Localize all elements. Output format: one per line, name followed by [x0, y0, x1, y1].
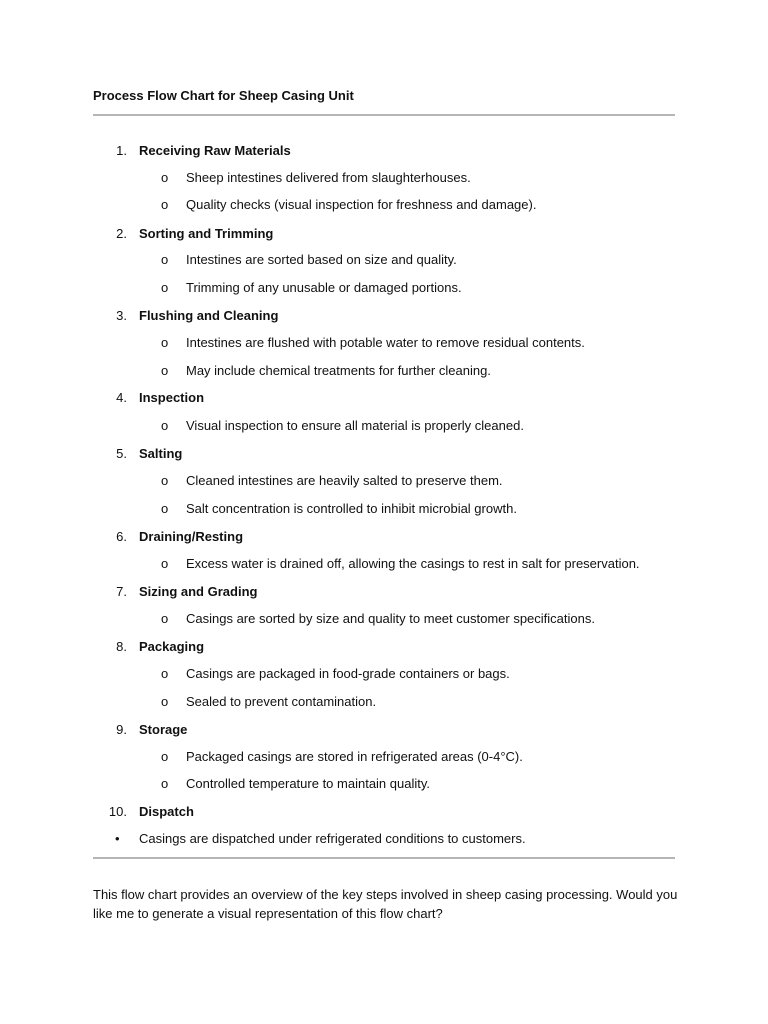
step-number: 2.: [116, 226, 127, 241]
bullet-text: May include chemical treatments for further cleaning.: [186, 363, 491, 378]
circle-bullet-icon: o: [161, 556, 169, 571]
bullet-text: Packaged casings are stored in refrigerated areas (0-4°C).: [186, 749, 523, 764]
circle-bullet-icon: o: [161, 280, 169, 295]
step-heading: Packaging: [139, 639, 205, 654]
step-number: 8.: [116, 639, 127, 654]
step-heading: Inspection: [139, 390, 205, 405]
step-heading: Sizing and Grading: [139, 584, 258, 599]
step-heading: Storage: [139, 722, 188, 737]
circle-bullet-icon: o: [161, 197, 169, 212]
step-heading: Sorting and Trimming: [139, 226, 274, 241]
step-heading: Dispatch: [139, 804, 194, 819]
step-heading: Flushing and Cleaning: [139, 308, 279, 323]
bullet-text: Casings are dispatched under refrigerated conditions to customers.: [139, 831, 526, 846]
circle-bullet-icon: o: [161, 749, 169, 764]
circle-bullet-icon: o: [161, 611, 169, 626]
circle-bullet-icon: o: [161, 694, 169, 709]
circle-bullet-icon: o: [161, 363, 169, 378]
step-number: 10.: [108, 804, 127, 819]
circle-bullet-icon: o: [161, 501, 169, 516]
bullet-text: Excess water is drained off, allowing the casings to rest in salt for preservation.: [186, 556, 640, 571]
step-heading: Draining/Resting: [139, 529, 244, 544]
closing-paragraph: This flow chart provides an overview of the key steps involved in sheep casing processing. Would you like me to generate a visual representation of this flow chart?: [93, 887, 678, 921]
circle-bullet-icon: o: [161, 335, 169, 350]
step-number: 1.: [116, 143, 127, 158]
top-divider: [93, 114, 675, 116]
dot-bullet-icon: •: [115, 831, 120, 846]
bullet-text: Cleaned intestines are heavily salted to preserve them.: [186, 473, 503, 488]
bullet-text: Casings are sorted by size and quality to meet customer specifications.: [186, 611, 595, 626]
bullet-text: Sealed to prevent contamination.: [186, 694, 377, 709]
step-heading: Receiving Raw Materials: [139, 143, 291, 158]
step-number: 4.: [116, 390, 127, 405]
bullet-text: Salt concentration is controlled to inhibit microbial growth.: [186, 501, 517, 516]
step-number: 6.: [116, 529, 127, 544]
step-number: 3.: [116, 308, 127, 323]
circle-bullet-icon: o: [161, 252, 169, 267]
bullet-text: Sheep intestines delivered from slaughterhouses.: [186, 170, 471, 185]
bullet-text: Intestines are sorted based on size and quality.: [186, 252, 457, 267]
circle-bullet-icon: o: [161, 776, 169, 791]
document-title: Process Flow Chart for Sheep Casing Unit: [93, 88, 354, 103]
step-heading: Salting: [139, 446, 183, 461]
bullet-text: Controlled temperature to maintain quality.: [186, 776, 430, 791]
circle-bullet-icon: o: [161, 418, 169, 433]
bullet-text: Casings are packaged in food-grade containers or bags.: [186, 666, 510, 681]
bullet-text: Trimming of any unusable or damaged portions.: [186, 280, 462, 295]
bullet-text: Intestines are flushed with potable water to remove residual contents.: [186, 335, 585, 350]
bottom-divider: [93, 857, 675, 859]
step-number: 7.: [116, 584, 127, 599]
circle-bullet-icon: o: [161, 473, 169, 488]
step-number: 9.: [116, 722, 127, 737]
bullet-text: Quality checks (visual inspection for freshness and damage).: [186, 197, 537, 212]
bullet-text: Visual inspection to ensure all material is properly cleaned.: [186, 418, 524, 433]
circle-bullet-icon: o: [161, 666, 169, 681]
circle-bullet-icon: o: [161, 170, 169, 185]
step-number: 5.: [116, 446, 127, 461]
